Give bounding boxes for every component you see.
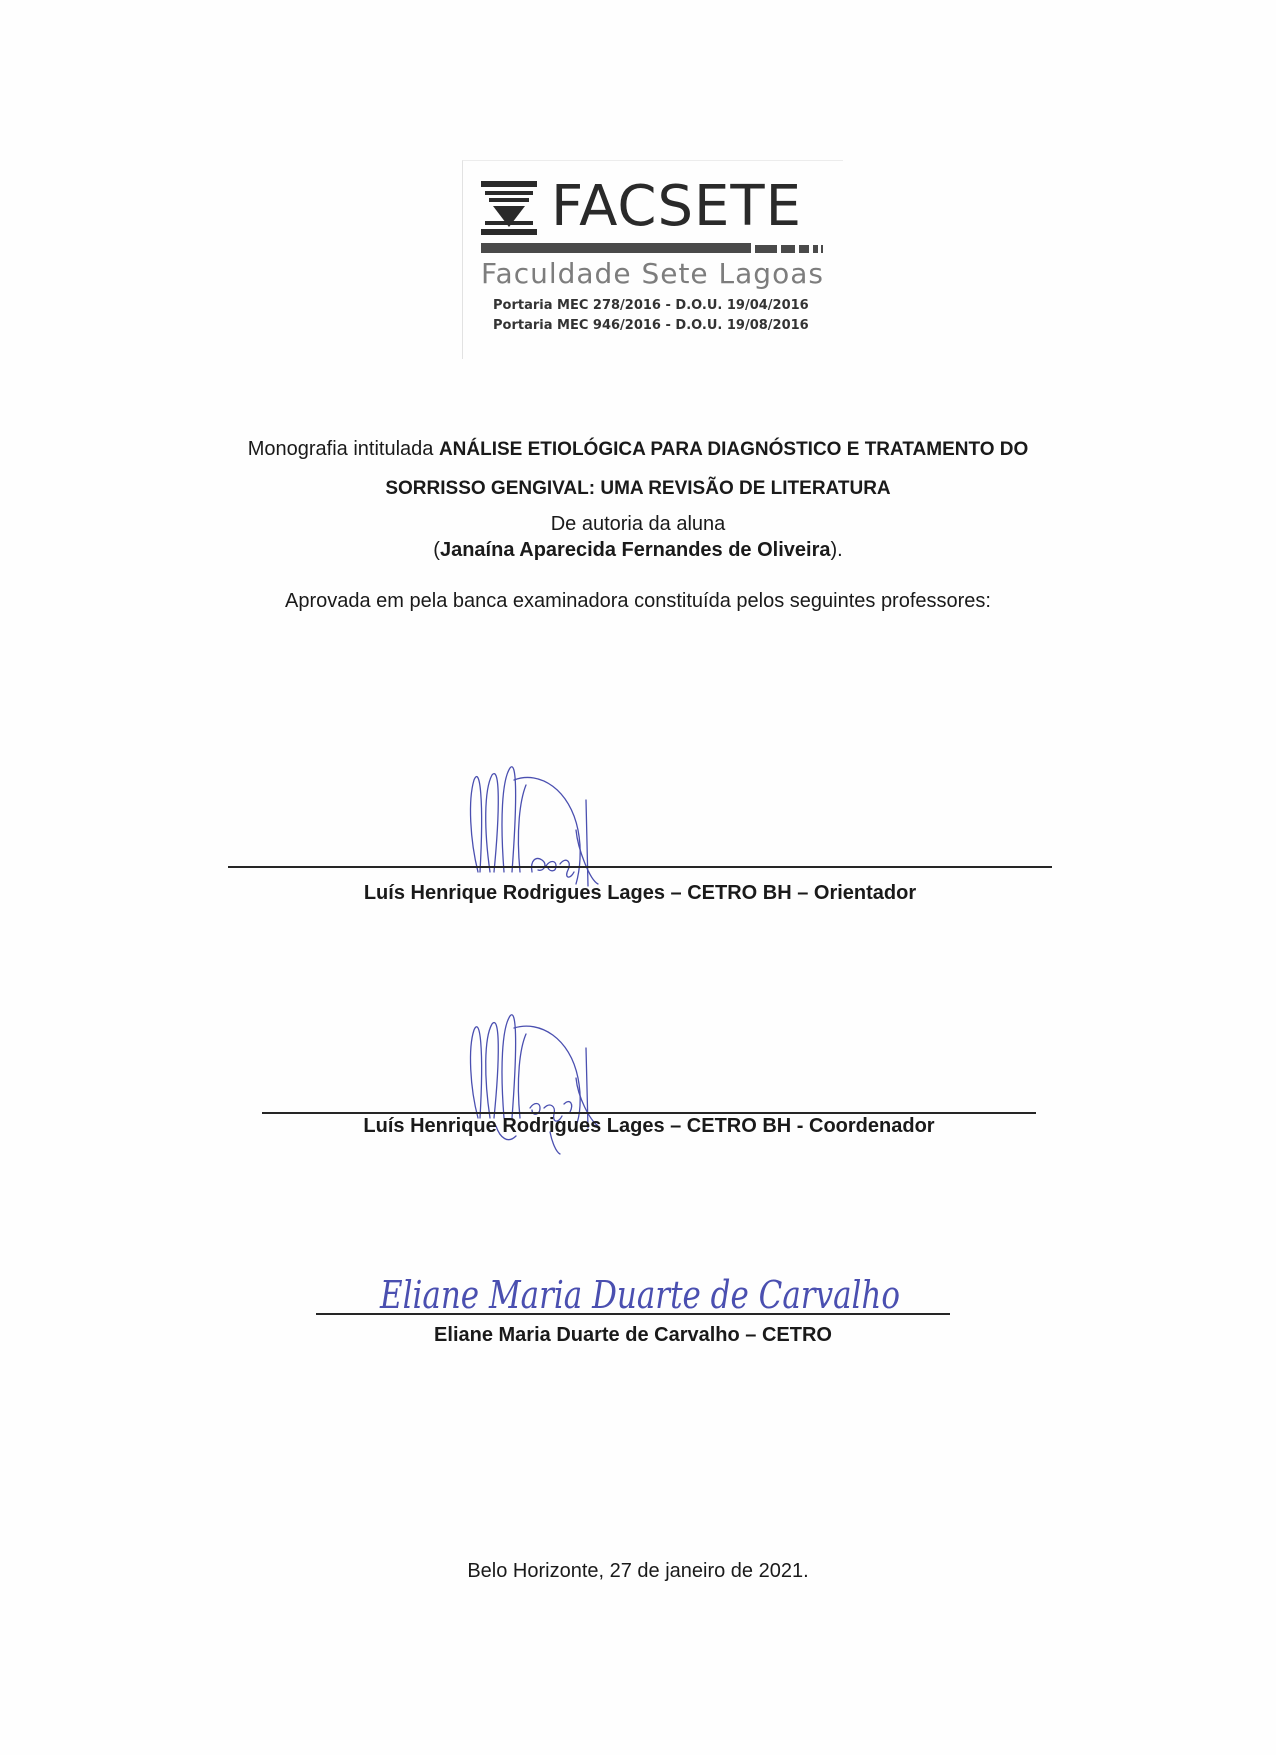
thesis-title-part: SORRISSO GENGIVAL: UMA REVISÃO DE LITERATURA	[385, 478, 891, 499]
signatory-name: Eliane Maria Duarte de Carvalho – CETRO	[434, 1324, 832, 1346]
facsete-emblem-icon	[481, 181, 537, 235]
brand-name: FACSETE	[551, 174, 803, 239]
paren-close: ).	[830, 539, 843, 561]
handwritten-signature	[460, 760, 640, 888]
place-and-date: Belo Horizonte, 27 de janeiro de 2021.	[467, 1560, 809, 1582]
signatory-name: Luís Henrique Rodrigues Lages – CETRO BH - Coordenador	[363, 1115, 935, 1137]
authorship-label: De autoria da aluna	[550, 513, 726, 535]
accreditation-line: Portaria MEC 946/2016 - D.O.U. 19/08/2016	[493, 318, 809, 333]
paren-open: (	[433, 539, 440, 561]
accreditation-line: Portaria MEC 278/2016 - D.O.U. 19/04/2016	[493, 298, 809, 313]
signature-text: Eliane Maria Duarte de Carvalho	[379, 1273, 900, 1317]
thesis-title-line	[100, 436, 1176, 463]
handwritten-signature	[360, 1244, 920, 1324]
brand-divider	[481, 243, 823, 255]
approval-statement: Aprovada em pela banca examinadora constituída pelos seguintes professores:	[285, 590, 991, 612]
student-line	[100, 537, 1176, 563]
signatory-name: Luís Henrique Rodrigues Lages – CETRO BH – Orientador	[363, 882, 917, 904]
student-name: Janaína Aparecida Fernandes de Oliveira	[439, 539, 831, 561]
institution-logo	[462, 160, 843, 359]
thesis-title-part: ANÁLISE ETIOLÓGICA PARA DIAGNÓSTICO E TRATAMENTO DO	[438, 439, 1029, 460]
signature-line	[228, 866, 1052, 868]
signature-line	[316, 1313, 950, 1315]
thesis-intro: Monografia intitulada	[247, 438, 439, 460]
brand-subtitle: Faculdade Sete Lagoas	[481, 257, 824, 290]
